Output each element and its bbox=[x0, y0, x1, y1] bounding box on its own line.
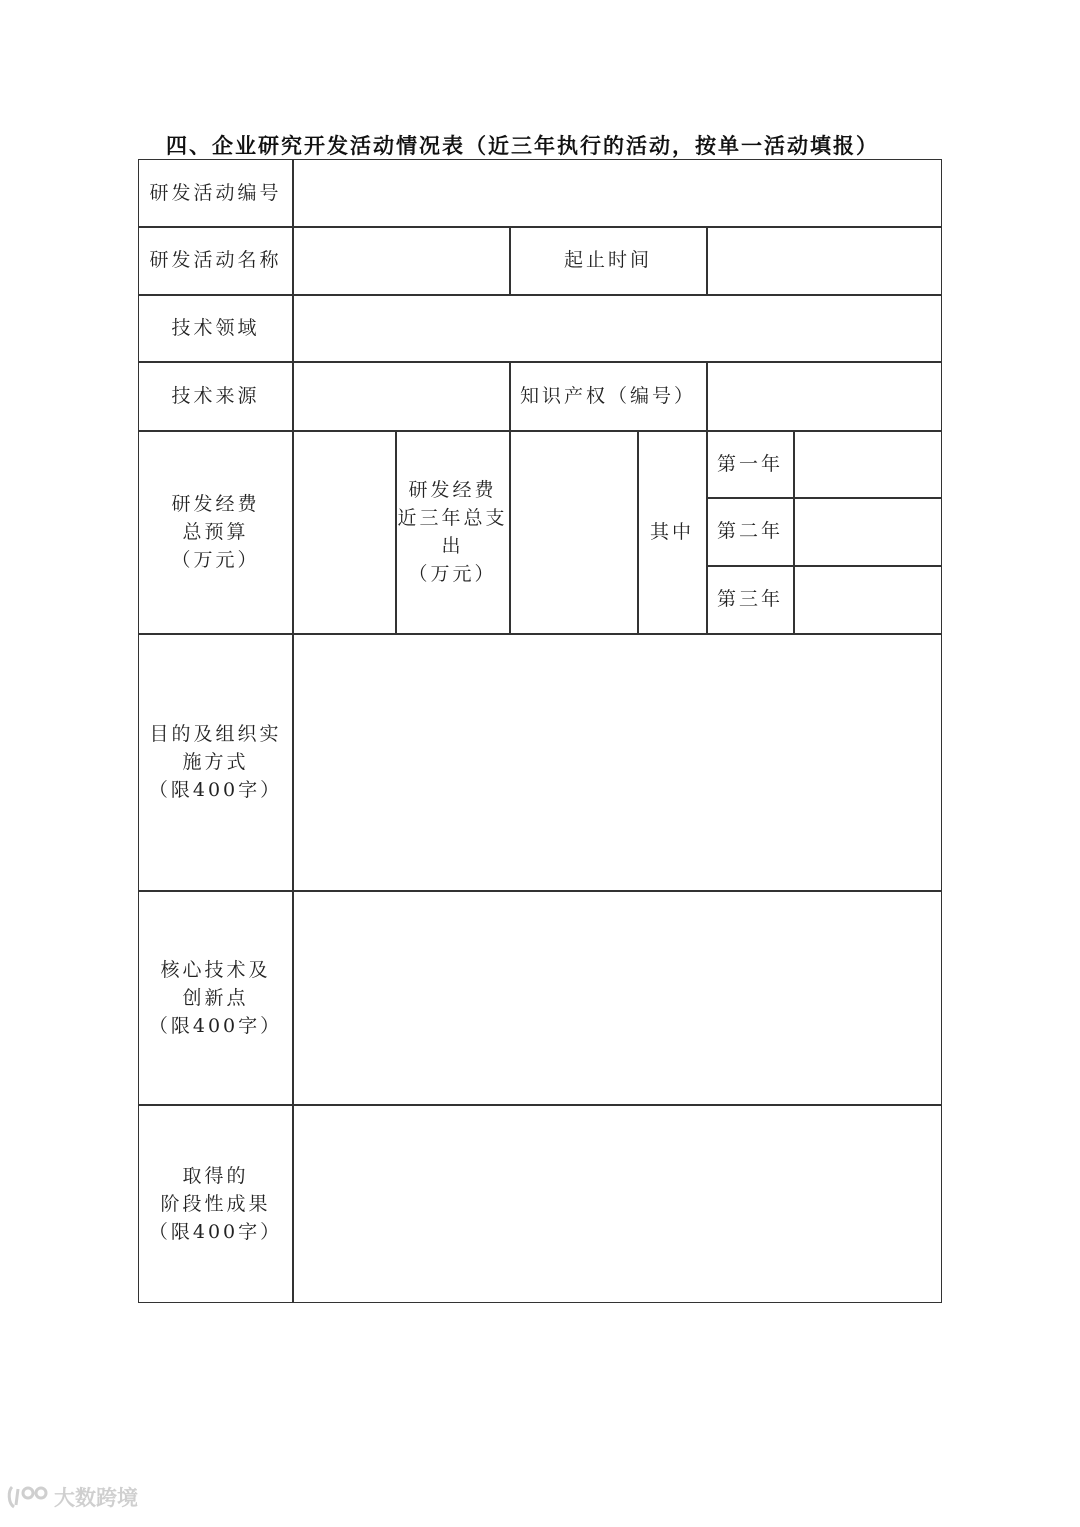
of-which-label: 其中 bbox=[649, 520, 694, 543]
purpose-field[interactable] bbox=[294, 635, 940, 890]
purpose-label: 目的及组织实 施方式 （限400字） bbox=[148, 723, 283, 801]
activity-number-label: 研发活动编号 bbox=[149, 182, 282, 204]
form-title: 四、企业研究开发活动情况表（近三年执行的活动，按单一活动填报） bbox=[166, 133, 879, 158]
tech-field-field[interactable] bbox=[294, 296, 940, 361]
watermark-logo-icon bbox=[6, 1483, 50, 1511]
watermark bbox=[6, 1482, 138, 1512]
year2-label: 第二年 bbox=[716, 520, 783, 542]
tech-source-label: 技术来源 bbox=[171, 384, 260, 407]
watermark-text: 大数跨境 bbox=[54, 1486, 138, 1510]
tech-field-label: 技术领域 bbox=[171, 317, 260, 339]
activity-name-label: 研发活动名称 bbox=[149, 249, 282, 271]
activity-number-field[interactable] bbox=[294, 161, 940, 226]
period-label: 起止时间 bbox=[563, 249, 652, 271]
year3-label: 第三年 bbox=[716, 588, 783, 610]
year1-field[interactable] bbox=[795, 432, 940, 497]
expense-label: 研发经费 近三年总支 出 （万元） bbox=[397, 478, 508, 585]
budget-label: 研发经费 总预算 （万元） bbox=[171, 492, 260, 571]
year2-field[interactable] bbox=[795, 499, 940, 565]
core-tech-field[interactable] bbox=[294, 892, 940, 1104]
core-tech-label: 核心技术及 创新点 （限400字） bbox=[148, 958, 283, 1037]
expense-field[interactable] bbox=[511, 432, 637, 633]
year3-field[interactable] bbox=[795, 567, 940, 633]
tech-source-field[interactable] bbox=[294, 363, 509, 430]
results-label: 取得的 阶段性成果 （限400字） bbox=[148, 1164, 283, 1243]
activity-name-field[interactable] bbox=[294, 228, 509, 294]
period-field[interactable] bbox=[708, 228, 940, 294]
year1-label: 第一年 bbox=[716, 453, 783, 475]
results-field[interactable] bbox=[294, 1106, 940, 1301]
budget-field[interactable] bbox=[294, 432, 395, 633]
ip-number-label: 知识产权（编号） bbox=[519, 384, 696, 407]
ip-number-field[interactable] bbox=[708, 363, 940, 430]
